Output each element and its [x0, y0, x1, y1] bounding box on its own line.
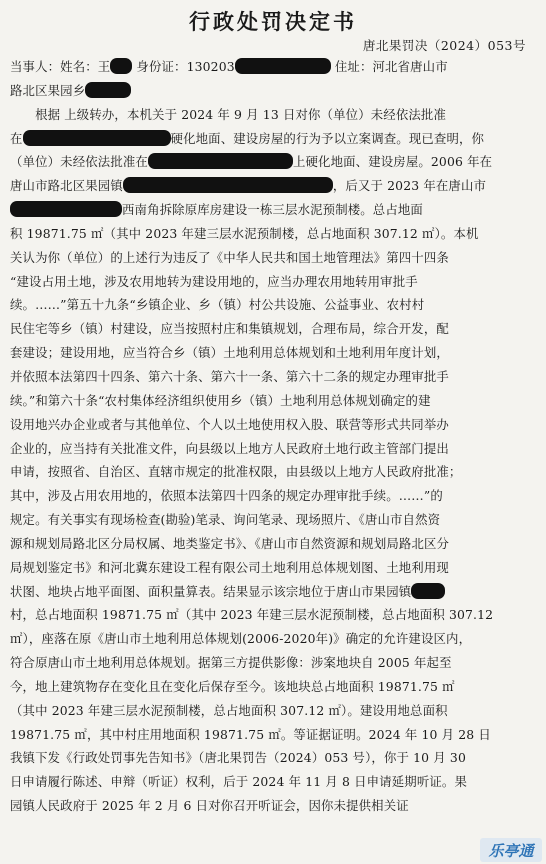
body-line	[10, 150, 528, 174]
body-line	[10, 293, 528, 317]
body-line	[10, 675, 528, 699]
line-text: 西南角拆除原库房建设一栋三层水泥预制楼。总占地面	[122, 202, 423, 218]
body-line	[10, 317, 528, 341]
line-text: 其中，涉及占用农用地的，依照本法第四十四条的规定办理审批手续。……”的	[10, 488, 443, 504]
line-text: （其中 2023 年建三层水泥预制楼，总占地面积 307.12 ㎡）。建设用地总面积	[10, 702, 448, 718]
line-text: 状图、地块占地平面图、面积量算表。结果显示该宗地位于唐山市果园镇	[10, 583, 412, 599]
line-text: 19871.75 ㎡，其中村庄用地面积 19871.75 ㎡。等证据证明。2024 年 10 月 28 日	[10, 726, 491, 742]
redaction-mark	[110, 58, 132, 74]
document-body	[10, 55, 528, 818]
body-line	[10, 746, 528, 770]
line-text: 关认为你（单位）的上述行为违反了《中华人民共和国土地管理法》第四十四条	[10, 249, 449, 265]
body-line	[10, 770, 528, 794]
line-text: 积 19871.75 ㎡（其中 2023 年建三层水泥预制楼，总占地面积 307.12 ㎡）。本机	[10, 225, 479, 241]
watermark-logo: 乐亭通	[480, 838, 542, 862]
line-text: 村，总占地面积 19871.75 ㎡（其中 2023 年建三层水泥预制楼，总占地面积 307.12	[10, 607, 494, 623]
line-text: ㎡），座落在原《唐山市土地利用总体规划(2006-2020年)》确定的允许建设区内，	[10, 631, 472, 647]
body-line	[10, 556, 528, 580]
line-text: 住址：河北省唐山市	[330, 59, 448, 74]
redaction-mark	[23, 130, 171, 146]
body-line	[10, 55, 528, 79]
redaction-mark	[85, 82, 131, 98]
line-text: 今，地上建筑物存在变化且在变化后保存至今。该地块总占地面积 19871.75 ㎡	[10, 678, 455, 694]
line-text: （单位）未经依法批准在	[10, 154, 148, 170]
line-text: 园镇人民政府于 2025 年 2 月 6 日对你召开听证会，因你未提供相关证	[10, 798, 409, 814]
line-text: 路北区果园乡	[10, 82, 86, 98]
line-text: 日申请履行陈述、申辩（听证）权利，后于 2024 年 11 月 8 日申请延期听证。果	[10, 774, 467, 790]
body-line	[10, 79, 528, 103]
body-line	[10, 246, 528, 270]
line-text: 续。……”第五十九条“乡镇企业、乡（镇）村公共设施、公益事业、农村村	[10, 297, 425, 313]
line-text: 硬化地面、建设房屋的行为予以立案调查。现已查明，你	[170, 130, 485, 146]
line-text: 在	[10, 130, 23, 146]
document-title: 行政处罚决定书	[189, 10, 357, 34]
redaction-mark	[411, 583, 445, 599]
line-text: 当事人：姓名：王	[10, 59, 111, 74]
body-line	[10, 222, 528, 246]
redaction-mark	[235, 58, 331, 74]
body-line	[10, 270, 528, 294]
body-line	[10, 603, 528, 627]
redaction-mark	[148, 153, 293, 169]
redaction-mark	[10, 201, 122, 217]
line-text: 局规划鉴定书》和河北冀东建设工程有限公司土地利用总体规划图、土地利用现	[10, 559, 449, 575]
line-text: ，后又于 2023 年在唐山市	[332, 178, 487, 194]
line-text: 申请，按照省、自治区、直辖市规定的批准权限，由县级以上地方人民政府批准；	[10, 464, 462, 480]
line-text: 源和规划局路北区分局权属、地类鉴定书》、《唐山市自然资源和规划局路北区分	[10, 535, 450, 551]
line-text: 符合原唐山市土地利用总体规划。据第三方提供影像：涉案地块自 2005 年起至	[10, 655, 452, 671]
redaction-mark	[123, 177, 333, 193]
line-text: 根据 上级转办，本机关于 2024 年 9 月 13 日对你（单位）未经依法批准	[10, 106, 446, 122]
body-line	[10, 174, 528, 198]
line-text: “建设占用土地，涉及农用地转为建设用地的，应当办理农用地转用审批手	[10, 273, 418, 289]
body-line	[10, 580, 528, 604]
line-text: 民住宅等乡（镇）村建设，应当按照村庄和集镇规划，合理布局，综合开发，配	[10, 321, 449, 337]
line-text: 设用地兴办企业或者与其他单位、个人以土地使用权入股、联营等形式共同举办	[10, 416, 449, 432]
body-line	[10, 103, 528, 127]
body-line	[10, 437, 528, 461]
line-text: 套建设；建设用地，应当符合乡（镇）土地利用总体规划和土地利用年度计划，	[10, 345, 449, 361]
body-line	[10, 127, 528, 151]
line-text: 我镇下发《行政处罚事先告知书》（唐北果罚告（2024）053 号），你于 10 月 30	[10, 750, 466, 766]
document-number: 唐北果罚决（2024）053号	[362, 38, 526, 53]
body-line	[10, 484, 528, 508]
body-line	[10, 198, 528, 222]
line-text: 身份证：130203	[132, 59, 235, 74]
body-line	[10, 699, 528, 723]
body-line	[10, 413, 528, 437]
body-line	[10, 508, 528, 532]
body-line	[10, 627, 528, 651]
body-line	[10, 341, 528, 365]
line-text: 企业的，应当持有关批准文件，向县级以上地方人民政府土地行政主管部门提出	[10, 440, 449, 456]
line-text: 上硬化地面、建设房屋。2006 年在	[292, 154, 493, 170]
body-line	[10, 365, 528, 389]
line-text: 并依照本法第四十四条、第六十条、第六十一条、第六十二条的规定办理审批手	[10, 368, 449, 384]
body-line	[10, 723, 528, 747]
body-line	[10, 532, 528, 556]
line-text: 续。”和第六十条“农村集体经济组织使用乡（镇）土地利用总体规划确定的建	[10, 392, 431, 408]
body-line	[10, 794, 528, 818]
line-text: 规定。有关事实有现场检查(勘验)笔录、询问笔录、现场照片、《唐山市自然资	[10, 512, 441, 528]
line-text: 唐山市路北区果园镇	[10, 178, 123, 194]
body-line	[10, 651, 528, 675]
body-line	[10, 460, 528, 484]
body-line	[10, 389, 528, 413]
